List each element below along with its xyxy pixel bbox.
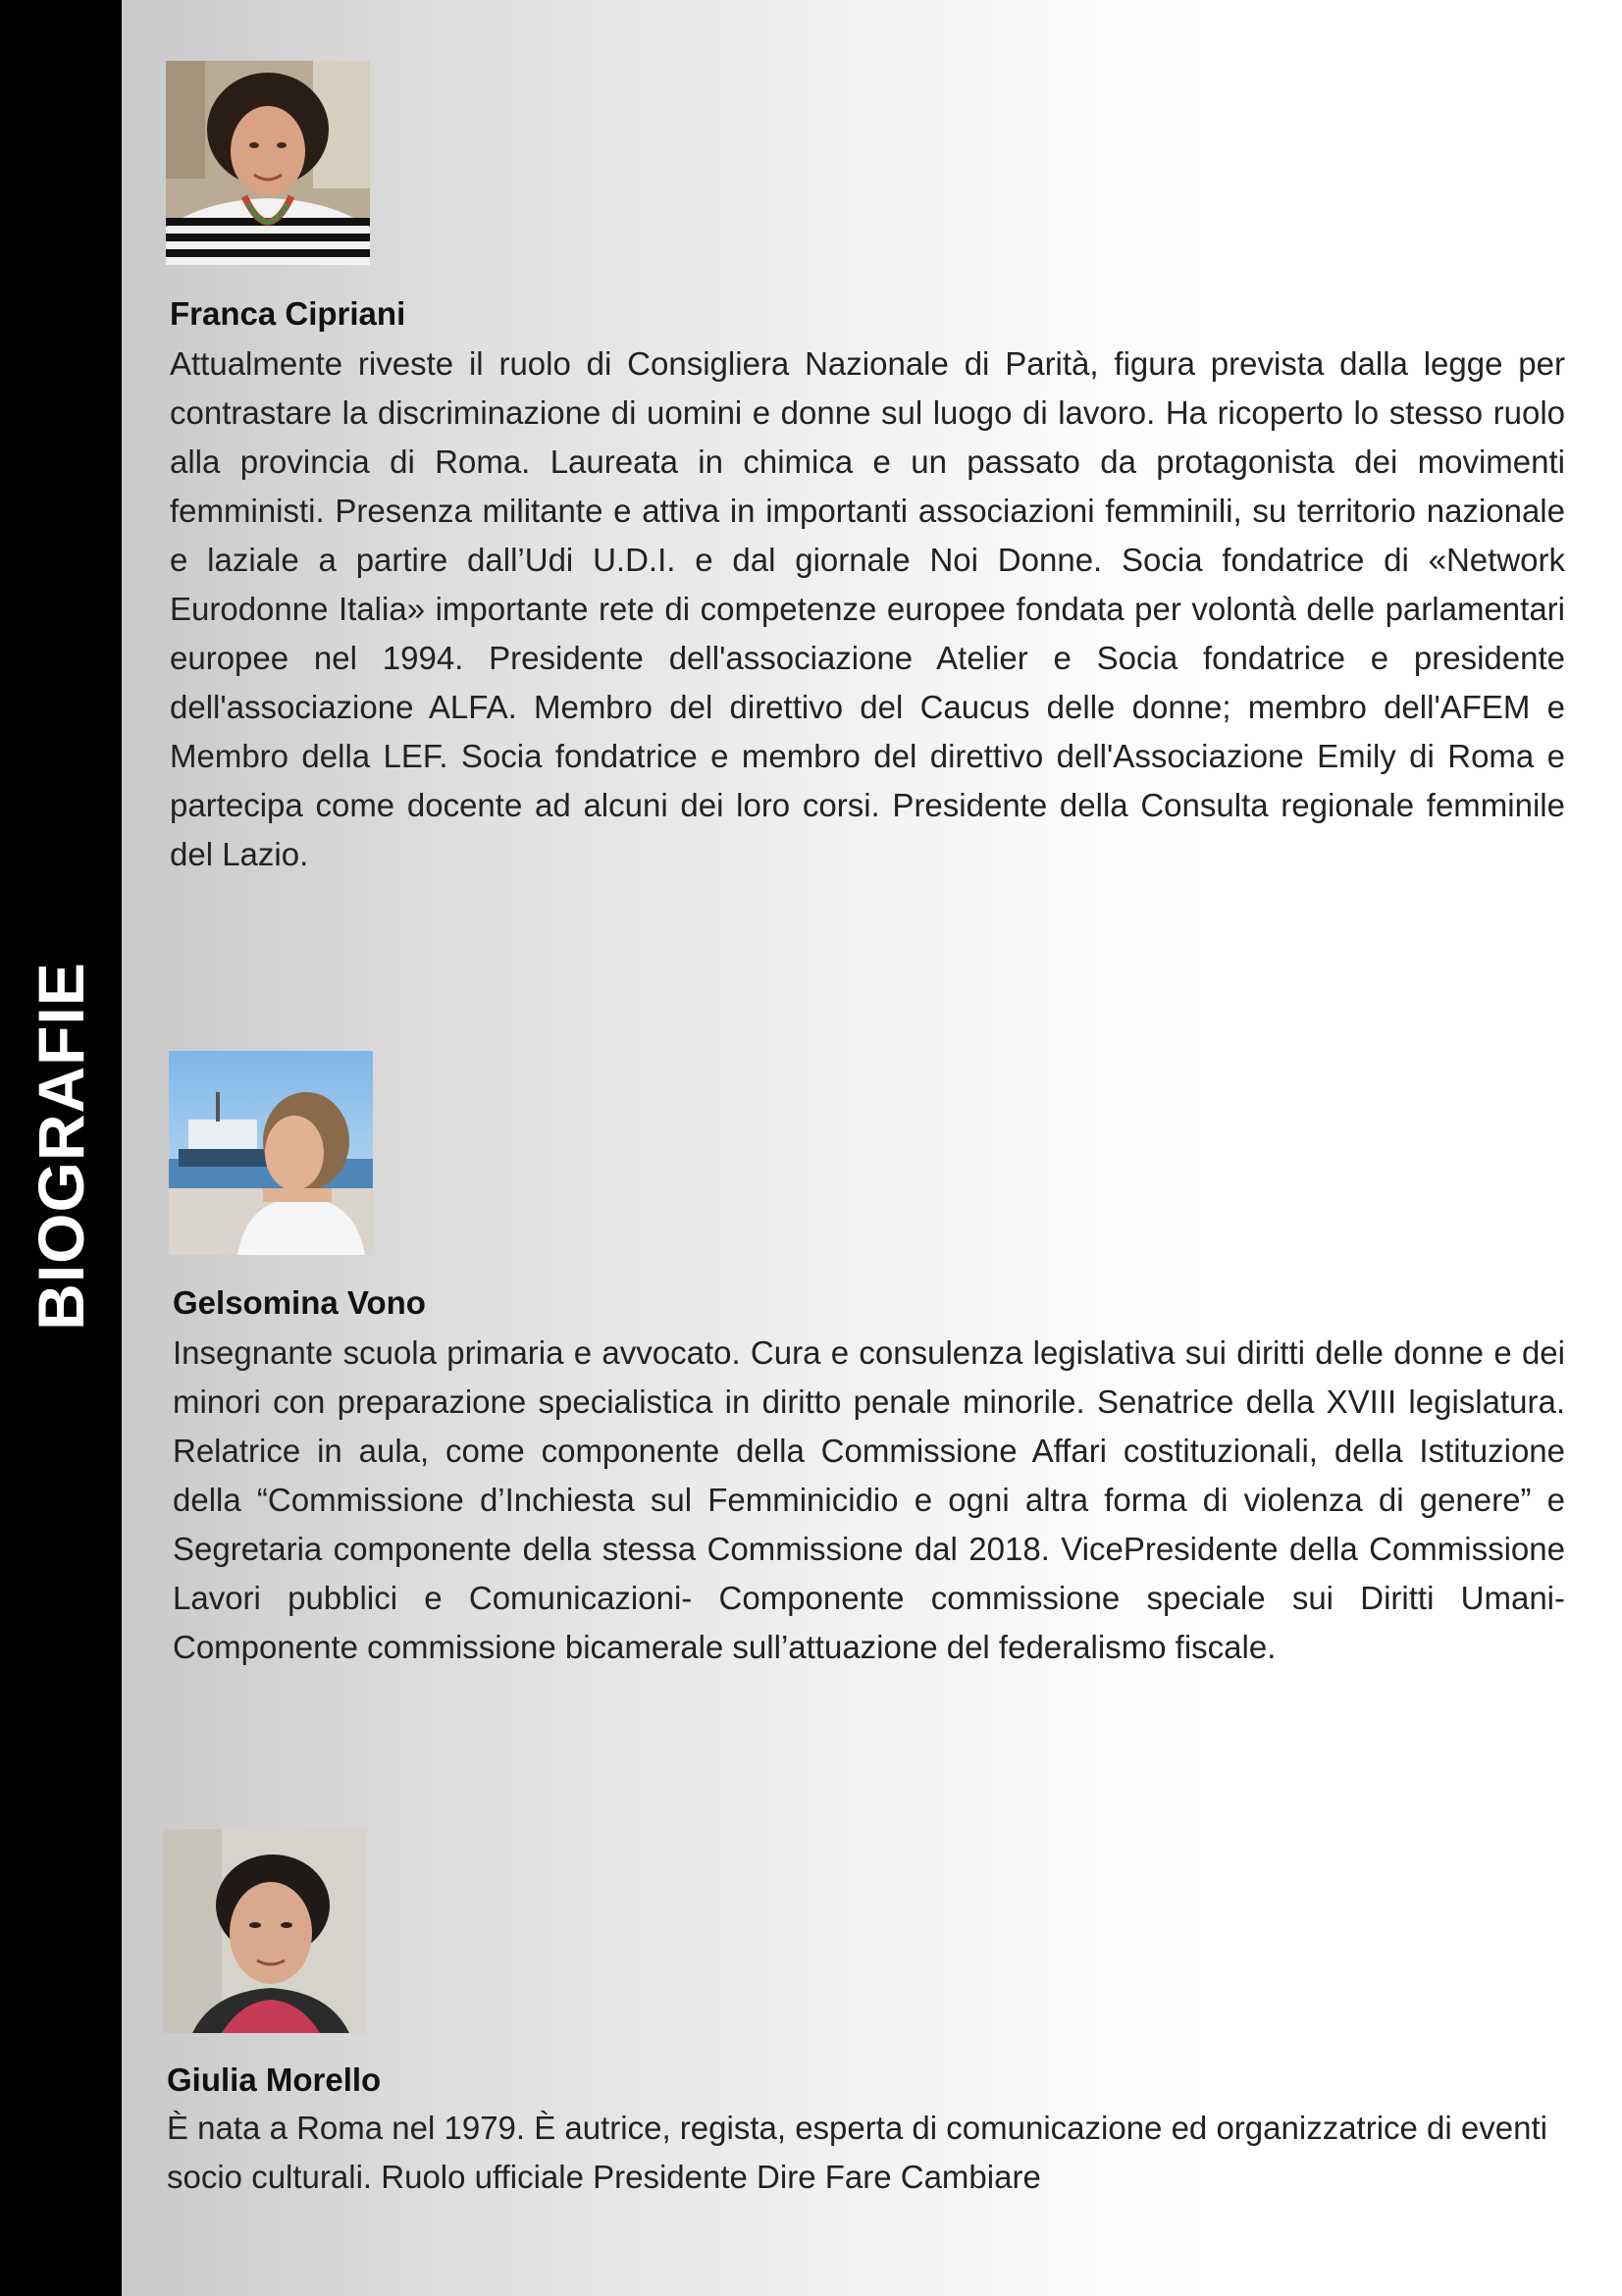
portrait-gelsomina-vono-image bbox=[169, 1051, 373, 1255]
person-name: Franca Cipriani bbox=[170, 295, 406, 332]
portrait-giulia-morello bbox=[163, 1829, 367, 2033]
portrait-giulia-morello-image bbox=[163, 1829, 367, 2033]
portrait-franca-cipriani bbox=[166, 61, 370, 265]
sidebar bbox=[0, 0, 122, 2296]
content-area bbox=[122, 0, 1622, 2296]
person-bio: Insegnante scuola primaria e avvocato. Cura e consulenza legislativa sui diritti delle donne e dei minori con preparazione specialistica in diritto penale minorile. Senatrice della XVIII legislatura. Relatrice in aula, come componente della Commissione Affari costituzionali, della Istituzione della “Commissione d’Inchiesta sul Femminicidio e ogni altra forma di violenza di genere” e Segretaria componente della stessa Commissione dal 2018. VicePresidente della Commissione Lavori pubblici e Comunicazioni- Componente commissione speciale sui Diritti Umani- Componente commissione bicamerale sull’attuazione del federalismo fiscale. bbox=[173, 1334, 1565, 1665]
portrait-gelsomina-vono bbox=[169, 1051, 373, 1255]
person-name: Gelsomina Vono bbox=[173, 1284, 426, 1321]
person-name: Giulia Morello bbox=[167, 2061, 382, 2098]
portrait-franca-cipriani-image bbox=[166, 61, 370, 265]
person-bio: È nata a Roma nel 1979. È autrice, regista, esperta di comunicazione ed organizzatrice di eventi socio culturali. Ruolo ufficiale Presidente Dire Fare Cambiare bbox=[167, 2110, 1547, 2195]
person-bio: Attualmente riveste il ruolo di Consigliera Nazionale di Parità, figura prevista dalla legge per contrastare la discriminazione di uomini e donne sul luogo di lavoro. Ha ricoperto lo stesso ruolo alla provincia di Roma. Laureata in chimica e un passato da protagonista dei movimenti femministi. Presenza militante e attiva in importanti associazioni femminili, su territorio nazionale e laziale a partire dall’Udi U.D.I. e dal giornale Noi Donne. Socia fondatrice di «Network Eurodonne Italia» importante rete di competenze europee fondata per volontà delle parlamentari europee nel 1994. Presidente dell'associazione Atelier e Socia fondatrice e presidente dell'associazione ALFA. Membro del direttivo del Caucus delle donne; membro dell'AFEM e Membro della LEF. Socia fondatrice e membro del direttivo dell'Associazione Emily di Roma e partecipa come docente ad alcuni dei loro corsi. Presidente della Consulta regionale femminile del Lazio. bbox=[170, 345, 1565, 872]
sidebar-title: BIOGRAFIE bbox=[25, 962, 97, 1331]
